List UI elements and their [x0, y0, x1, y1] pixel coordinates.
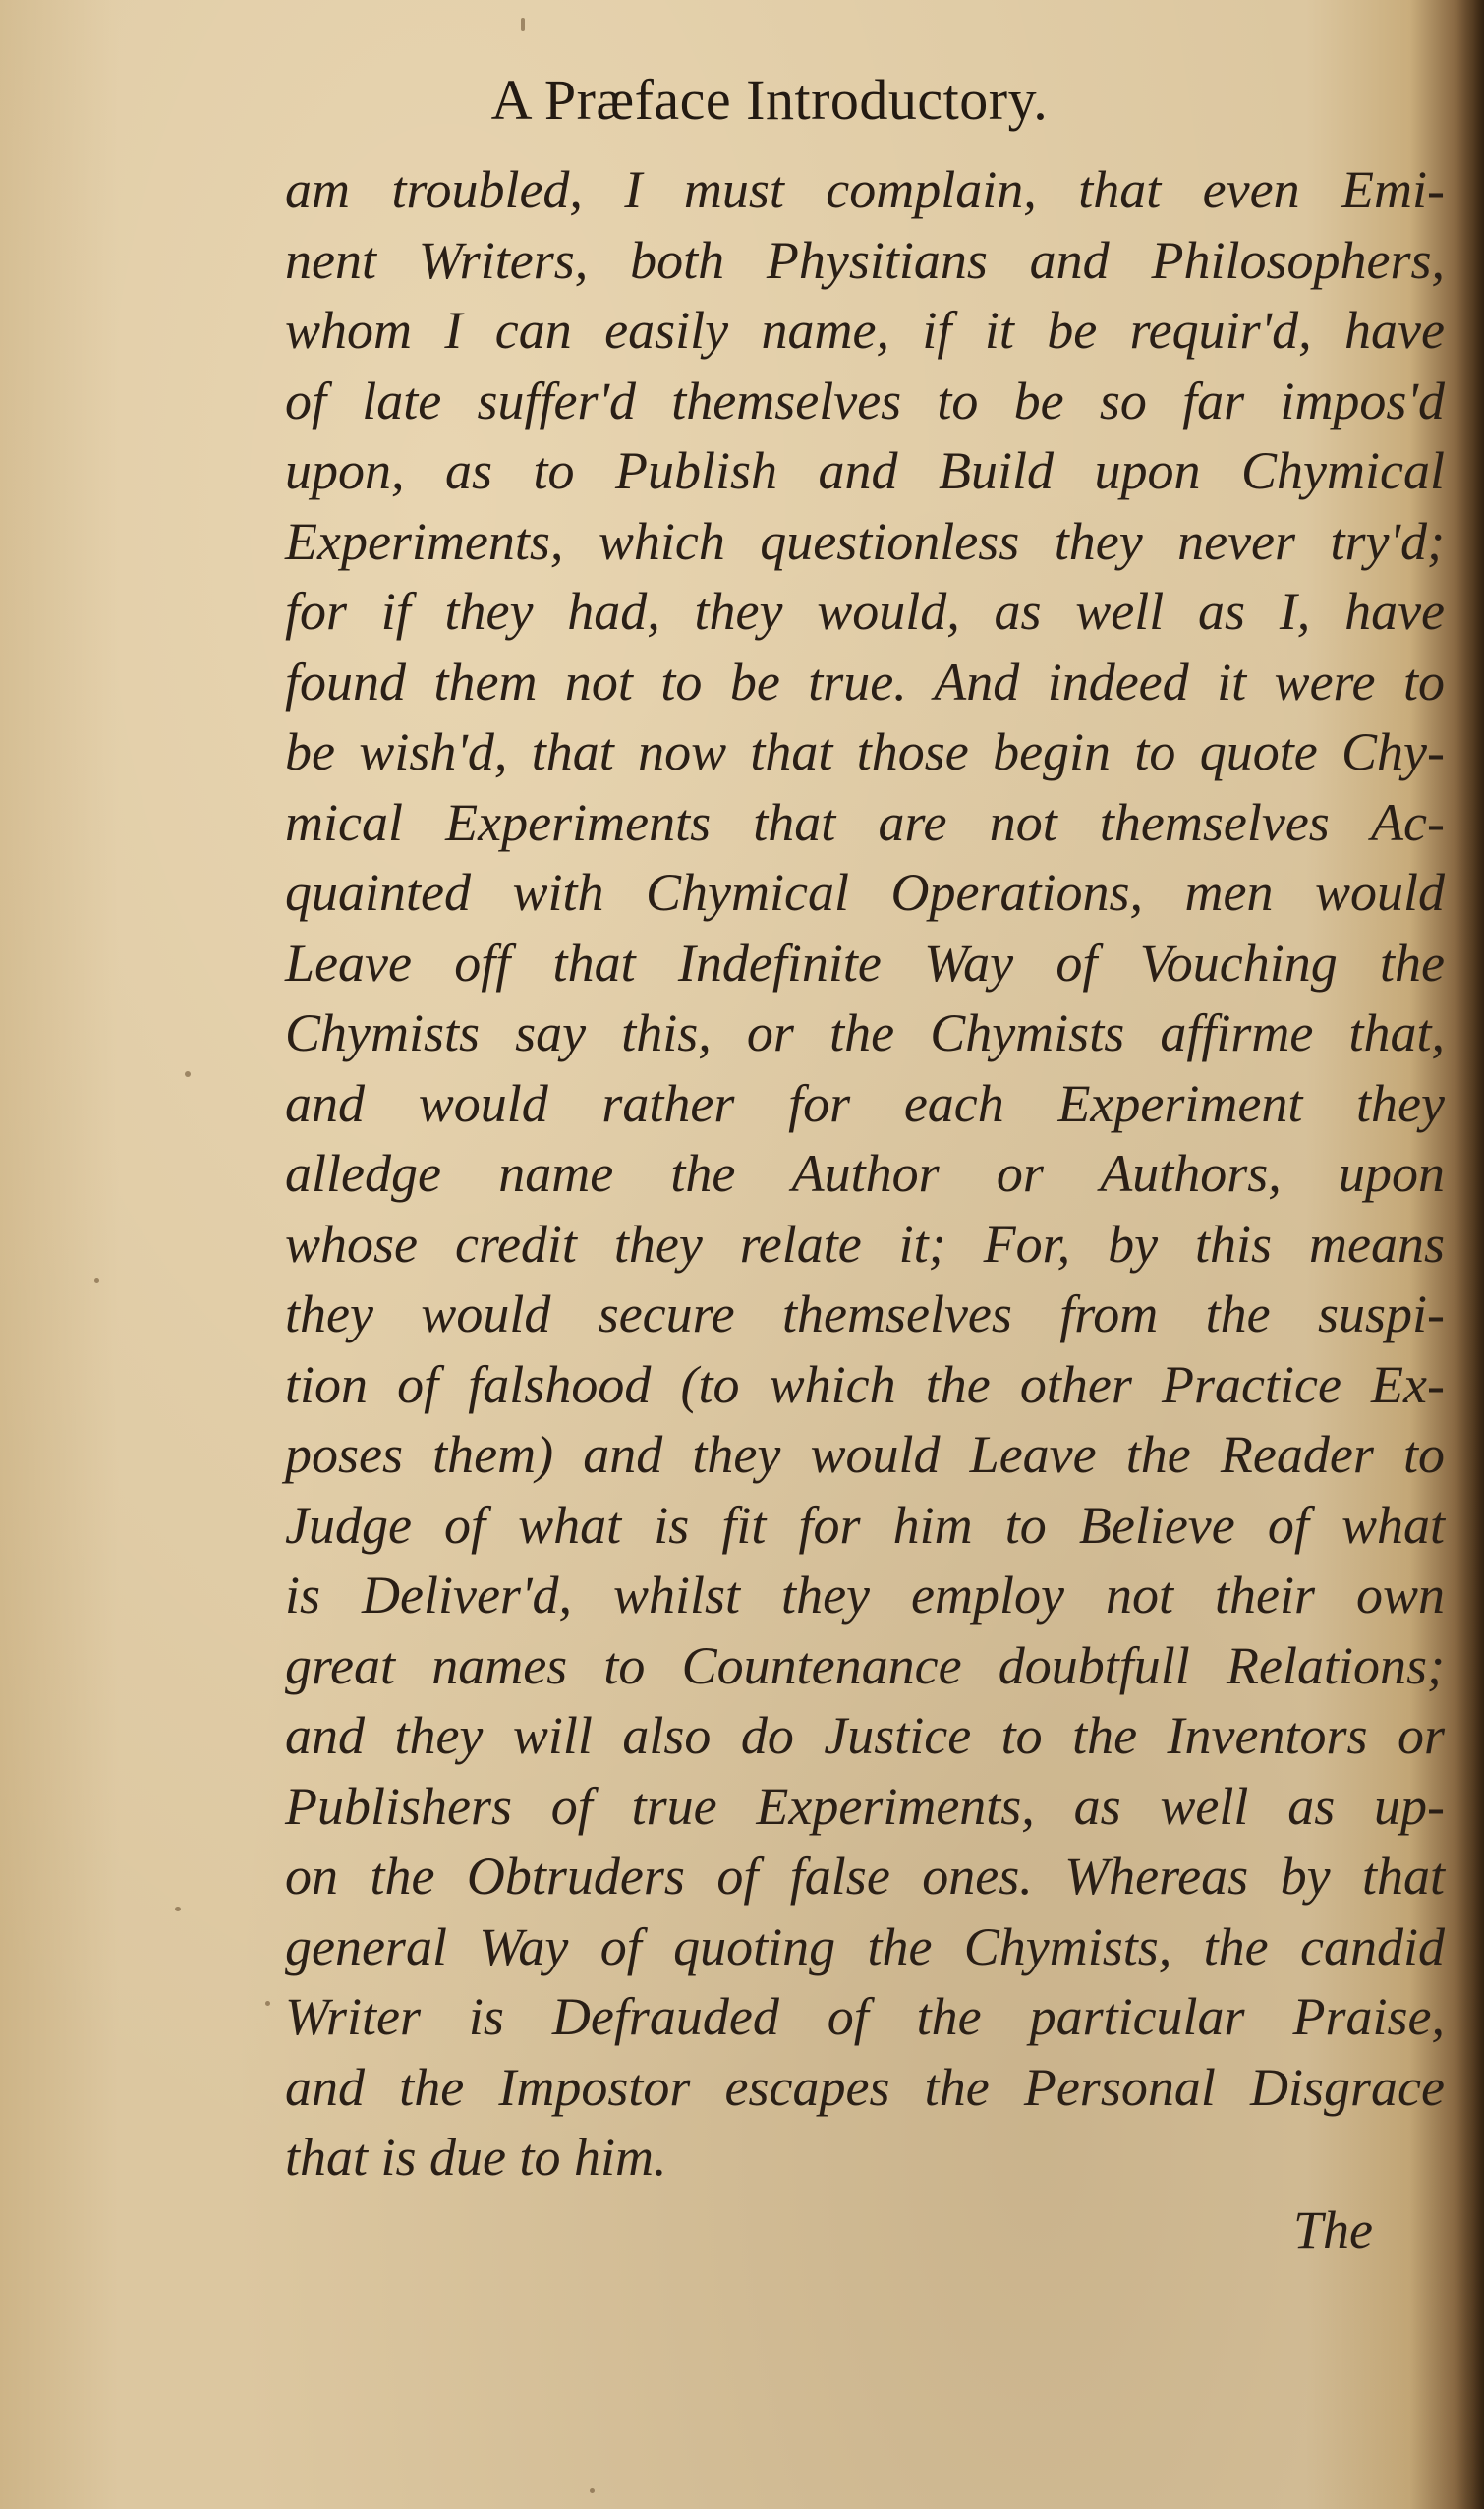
text-line: nent Writers, both Physitians and Philosophers, — [285, 230, 1445, 290]
text-line: Leave off that Indefinite Way of Vouching the — [285, 933, 1445, 993]
running-head-text: A Præface Introductory. — [490, 68, 1049, 132]
text-line: whose credit they relate it; For, by this means — [285, 1214, 1445, 1274]
text-line: found them not to be true. And indeed it were to — [285, 652, 1445, 712]
text-line: Experiments, which questionless they never try'd; — [285, 511, 1445, 571]
text-line: am troubled, I must complain, that even Emi- — [285, 160, 1445, 219]
text-line: upon, as to Publish and Build upon Chymical — [285, 441, 1445, 500]
ink-speck — [185, 1071, 191, 1077]
text-line: Judge of what is fit for him to Believe of what — [285, 1495, 1445, 1555]
text-line: they would secure themselves from the suspi- — [285, 1284, 1445, 1343]
ink-speck — [175, 1907, 181, 1911]
text-line: Publishers of true Experiments, as well as up- — [285, 1776, 1445, 1836]
text-line: be wish'd, that now that those begin to quote Chy- — [285, 722, 1445, 781]
running-head — [0, 67, 1484, 133]
text-line: of late suffer'd themselves to be so far impos'd — [285, 371, 1445, 430]
text-line: mical Experiments that are not themselves Ac- — [285, 792, 1445, 852]
text-line: poses them) and they would Leave the Reader to — [285, 1425, 1445, 1484]
text-line: is Deliver'd, whilst they employ not their own — [285, 1566, 1445, 1625]
ink-speck — [94, 1278, 99, 1283]
text-line: Chymists say this, or the Chymists affirme that, — [285, 1003, 1445, 1062]
page-edge-shadow — [1456, 0, 1484, 2509]
text-line: alledge name the Author or Authors, upon — [285, 1144, 1445, 1203]
ink-speck — [265, 2001, 270, 2006]
text-line: for if they had, they would, as well as I, have — [285, 582, 1445, 641]
ink-speck — [521, 18, 525, 31]
text-line: and would rather for each Experiment they — [285, 1073, 1445, 1133]
ink-speck — [590, 2488, 595, 2493]
body-text — [285, 155, 1445, 2194]
text-line: and the Impostor escapes the Personal Disgrace — [285, 2057, 1445, 2117]
text-line: on the Obtruders of false ones. Whereas by that — [285, 1847, 1445, 1906]
text-line: whom I can easily name, if it be requir'd, have — [285, 301, 1445, 360]
text-line: great names to Countenance doubtfull Relations; — [285, 1635, 1445, 1695]
text-line: that is due to him. — [285, 2128, 667, 2187]
text-line: Writer is Defrauded of the particular Praise, — [285, 1987, 1445, 2046]
text-line: quainted with Chymical Operations, men would — [285, 863, 1445, 922]
text-line: and they will also do Justice to the Inventors or — [285, 1706, 1445, 1765]
text-line: general Way of quoting the Chymists, the candid — [285, 1916, 1445, 1976]
text-line: tion of falshood (to which the other Practice Ex- — [285, 1354, 1445, 1414]
catchword: The — [1293, 2200, 1373, 2259]
